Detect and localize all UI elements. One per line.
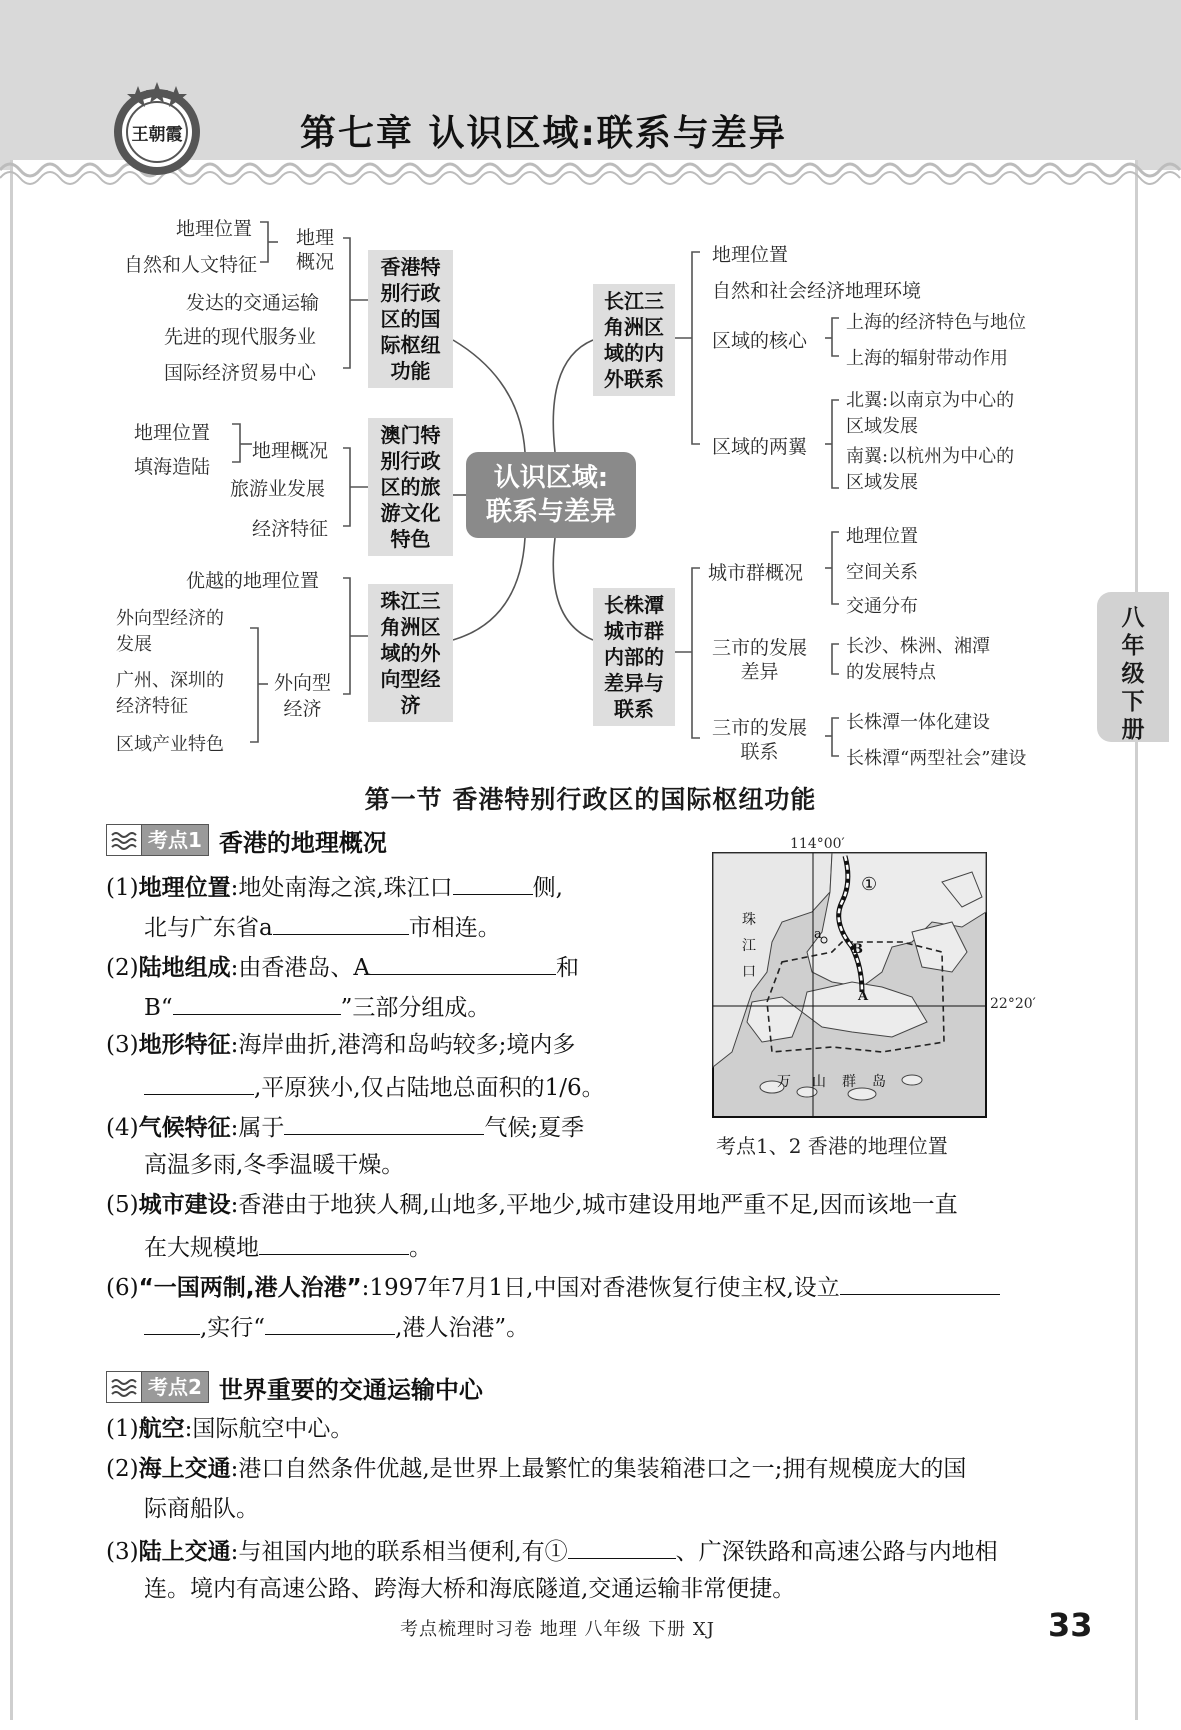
kd1-p5: (5)城市建设:香港由于地狭人稠,山地多,平地少,城市建设用地严重不足,因而该地一直 xyxy=(106,1192,958,1218)
yrd-core-shanghai-radiation: 上海的辐射带动作用 xyxy=(846,348,1008,369)
kd1-p3-cont: ,平原狭小,仅占陆地总面积的1/6。 xyxy=(144,1070,605,1103)
mindmap-center: 认识区域: 联系与差异 xyxy=(466,452,636,538)
footer-text: 考点梳理时习卷 地理 八年级 下册 XJ xyxy=(400,1619,715,1640)
macau-item-tourism: 旅游业发展 xyxy=(230,478,326,500)
blank[interactable] xyxy=(370,950,556,975)
blank[interactable] xyxy=(568,1534,676,1559)
kd1-p4: (4)气候特征:属于 气候;夏季 xyxy=(106,1110,584,1143)
kd2-p2: (2)海上交通:港口自然条件优越,是世界上最繁忙的集装箱港口之一;拥有规模庞大的国 xyxy=(106,1456,967,1482)
svg-text:万: 万 xyxy=(777,1074,791,1090)
prd-item-cities: 广州、深圳的 经济特征 xyxy=(116,670,224,717)
waves-icon xyxy=(107,1372,142,1402)
kd2-badge: 考点2 xyxy=(106,1371,209,1403)
yrd-wing-north: 北翼:以南京为中心的 区域发展 xyxy=(846,390,1015,437)
blank[interactable] xyxy=(265,1310,395,1335)
svg-text:a: a xyxy=(814,927,822,942)
kd1-p3: (3)地形特征:海岸曲折,港湾和岛屿较多;境内多 xyxy=(106,1032,576,1058)
yrd-group-wings: 区域的两翼 xyxy=(712,436,808,458)
yrd-item-location: 地理位置 xyxy=(712,244,789,266)
svg-text:岛: 岛 xyxy=(872,1074,886,1090)
yrd-core-shanghai-status: 上海的经济特色与地位 xyxy=(846,312,1026,333)
svg-text:B: B xyxy=(852,942,863,957)
yrd-box: 长江三 角洲区 域的内 外联系 xyxy=(593,284,675,396)
czt-item-two-type: 长株潭“两型社会”建设 xyxy=(846,748,1027,769)
macau-box: 澳门特 别行政 区的旅 游文化 特色 xyxy=(368,418,453,556)
czt-item-spatial: 空间关系 xyxy=(846,562,918,583)
svg-text:山: 山 xyxy=(812,1074,826,1090)
yrd-item-environment: 自然和社会经济地理环境 xyxy=(712,280,922,302)
blank[interactable] xyxy=(144,1310,200,1335)
kd1-p4-cont: 高温多雨,冬季温暖干燥。 xyxy=(144,1152,405,1178)
macau-item-location: 地理位置 xyxy=(134,422,211,444)
macau-group-overview: 地理概况 xyxy=(252,440,329,462)
svg-text:江: 江 xyxy=(742,938,756,954)
blank[interactable] xyxy=(173,990,341,1015)
yrd-wing-south: 南翼:以杭州为中心的 区域发展 xyxy=(846,446,1015,493)
czt-group-overview: 城市群概况 xyxy=(708,562,804,584)
svg-text:口: 口 xyxy=(742,964,756,980)
prd-item-industry: 区域产业特色 xyxy=(116,734,224,755)
blank[interactable] xyxy=(259,1230,409,1255)
kd2-p2-cont: 际商船队。 xyxy=(144,1496,259,1522)
grade-side-tab: 八 年 级 下 册 xyxy=(1097,592,1169,742)
kd1-p6-cont: ,实行“ ,港人治港”。 xyxy=(144,1310,529,1343)
map-longitude: 114°00′ xyxy=(790,836,845,852)
kd1-p1-cont: 北与广东省a 市相连。 xyxy=(144,910,501,943)
kd2-header xyxy=(106,1372,483,1402)
kd1-badge: 考点1 xyxy=(106,824,209,856)
hk-item-features: 自然和人文特征 xyxy=(124,254,258,276)
chapter-title: 第七章 认识区域:联系与差异 xyxy=(300,113,787,154)
kd2-title: 世界重要的交通运输中心 xyxy=(218,1375,483,1404)
blank[interactable] xyxy=(144,1070,254,1095)
yrd-group-core: 区域的核心 xyxy=(712,330,808,352)
hk-item-location: 地理位置 xyxy=(176,218,253,240)
macau-item-economy: 经济特征 xyxy=(252,518,329,540)
blank[interactable] xyxy=(840,1270,1000,1295)
hk-item-transport: 发达的交通运输 xyxy=(186,292,320,314)
hk-group-overview: 地理 概况 xyxy=(296,227,335,273)
macau-item-reclaim: 填海造陆 xyxy=(134,456,211,478)
hk-box: 香港特 别行政 区的国 际枢纽 功能 xyxy=(368,250,453,388)
kd1-title: 香港的地理概况 xyxy=(218,828,387,857)
map-caption: 考点1、2 香港的地理位置 xyxy=(716,1134,948,1158)
czt-item-traffic: 交通分布 xyxy=(846,596,918,617)
prd-group-export: 外向型 经济 xyxy=(274,672,332,720)
czt-group-links: 三市的发展 联系 xyxy=(712,717,808,763)
czt-item-features: 长沙、株洲、湘潭 的发展特点 xyxy=(846,636,990,683)
svg-text:王朝霞: 王朝霞 xyxy=(131,125,183,145)
kd2-p1: (1)航空:国际航空中心。 xyxy=(106,1416,354,1442)
kd1-p5-cont: 在大规模地 。 xyxy=(144,1230,432,1263)
czt-group-difference: 三市的发展 差异 xyxy=(712,637,808,683)
blank[interactable] xyxy=(284,1110,484,1135)
kd1-p2-cont: B“ ”三部分组成。 xyxy=(144,990,490,1023)
czt-item-integration: 长株潭一体化建设 xyxy=(846,712,990,733)
prd-item-development: 外向型经济的 发展 xyxy=(116,608,224,655)
page-number: 33 xyxy=(1048,1606,1093,1644)
hk-item-service: 先进的现代服务业 xyxy=(164,326,317,348)
map-latitude: 22°20′ xyxy=(990,996,1036,1012)
blank[interactable] xyxy=(453,870,533,895)
svg-text:A: A xyxy=(858,989,869,1004)
kd1-p1: (1)地理位置:地处南海之滨,珠江口 侧, xyxy=(106,870,563,903)
kd1-header xyxy=(106,825,387,855)
hong-kong-map xyxy=(712,852,987,1118)
kd1-p6: (6)“一国两制,港人治港”:1997年7月1日,中国对香港恢复行使主权,设立 xyxy=(106,1270,1000,1303)
section-title: 第一节 香港特别行政区的国际枢纽功能 xyxy=(364,785,817,814)
svg-text:珠: 珠 xyxy=(742,912,756,928)
svg-text:群: 群 xyxy=(842,1074,856,1090)
hk-item-trade: 国际经济贸易中心 xyxy=(164,362,317,384)
kd2-p3: (3)陆上交通:与祖国内地的联系相当便利,有① 、广深铁路和高速公路与内地相 xyxy=(106,1534,998,1567)
czt-box: 长株潭 城市群 内部的 差异与 联系 xyxy=(593,588,675,726)
czt-item-location: 地理位置 xyxy=(846,526,918,547)
blank[interactable] xyxy=(273,910,409,935)
waves-icon xyxy=(107,825,142,855)
svg-text:①: ① xyxy=(861,874,878,895)
prd-item-location: 优越的地理位置 xyxy=(186,570,320,592)
kd1-p2: (2)陆地组成:由香港岛、A 和 xyxy=(106,950,579,983)
prd-box: 珠江三 角洲区 域的外 向型经 济 xyxy=(368,584,453,722)
kd2-p3-cont: 连。境内有高速公路、跨海大桥和海底隧道,交通运输非常便捷。 xyxy=(144,1576,796,1602)
